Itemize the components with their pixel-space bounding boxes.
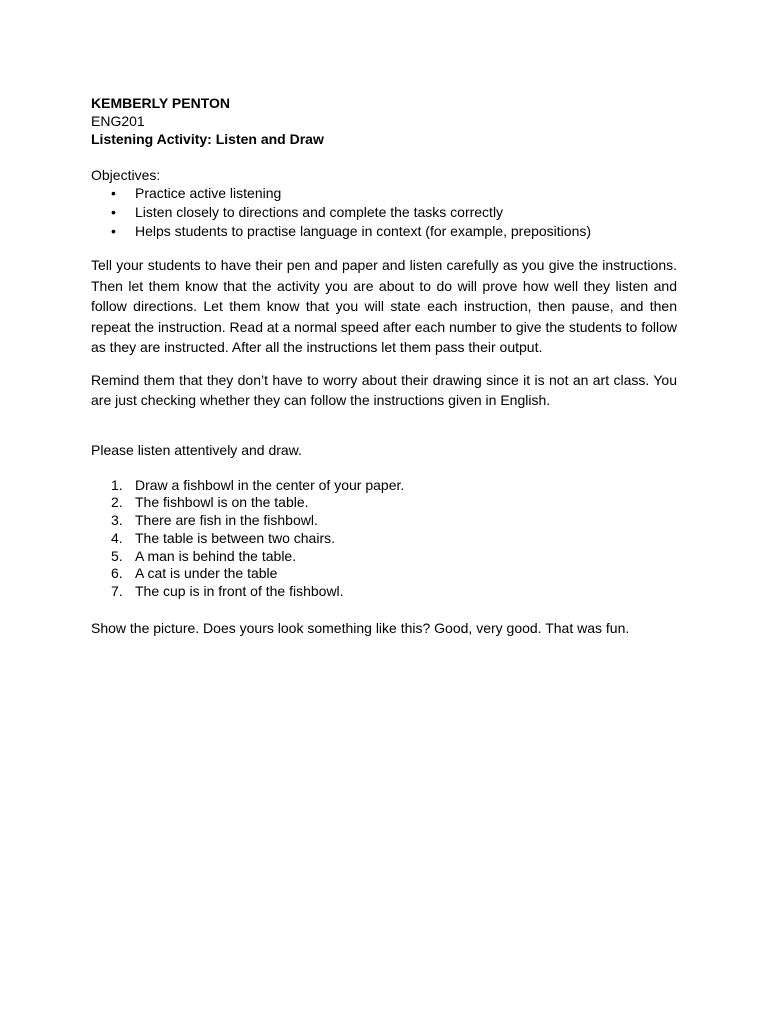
step-item: [111, 548, 677, 566]
step-text: The cup is in front of the fishbowl.: [135, 583, 344, 600]
objectives-heading: Objectives:: [91, 167, 161, 183]
closing-remark: Show the picture. Does yours look something like this? Good, very good. That was fun.: [91, 620, 630, 637]
step-item: [111, 477, 677, 495]
objective-item: [111, 222, 677, 241]
step-text: Draw a fishbowl in the center of your paper.: [135, 476, 405, 493]
step-number: 2.: [111, 494, 123, 511]
step-number: 6.: [111, 565, 123, 582]
bullet-icon: •: [111, 185, 116, 201]
document-page: [91, 94, 677, 651]
step-text: The table is between two chairs.: [135, 529, 335, 546]
step-number: 7.: [111, 583, 123, 600]
bullet-icon: •: [111, 204, 116, 220]
step-text: There are fish in the fishbowl.: [135, 512, 318, 529]
objective-text: Helps students to practise language in context (for example, prepositions): [135, 223, 592, 239]
reminder-paragraph: Remind them that they don’t have to worry about their drawing since it is not an art class. You are just checking whether they can follow the instructions given in English.: [91, 371, 677, 408]
step-number: 3.: [111, 512, 123, 529]
activity-title: Listening Activity: Listen and Draw: [91, 131, 324, 147]
steps-list: [91, 477, 677, 602]
step-item: [111, 565, 677, 583]
course-code: ENG201: [91, 113, 145, 129]
step-item: [111, 494, 677, 512]
step-item: [111, 512, 677, 530]
step-number: 1.: [111, 476, 123, 493]
author-name: KEMBERLY PENTON: [91, 95, 230, 111]
step-text: The fishbowl is on the table.: [135, 494, 309, 511]
draw-prompt: Please listen attentively and draw.: [91, 441, 302, 458]
step-number: 4.: [111, 529, 123, 546]
instructions-paragraph: Tell your students to have their pen and paper and listen carefully as you give the instructions. Then let them know that the activity you are about to do will prove how well they listen and follow directions. Let them know that you will state each instruction, then pause, and then repeat the instruction. Read at a normal speed after each number to give the students to follow as they are instructed. After all the instructions let them pass their output.: [91, 257, 678, 355]
step-text: A man is behind the table.: [135, 547, 297, 564]
objective-text: Listen closely to directions and complete the tasks correctly: [135, 204, 504, 220]
step-item: [111, 583, 677, 601]
objective-item: [111, 203, 677, 222]
objective-text: Practice active listening: [135, 185, 282, 201]
bullet-icon: •: [111, 223, 116, 239]
objectives-list: [91, 184, 677, 241]
objective-item: [111, 184, 677, 203]
step-text: A cat is under the table: [135, 565, 278, 582]
step-number: 5.: [111, 547, 123, 564]
step-item: [111, 530, 677, 548]
